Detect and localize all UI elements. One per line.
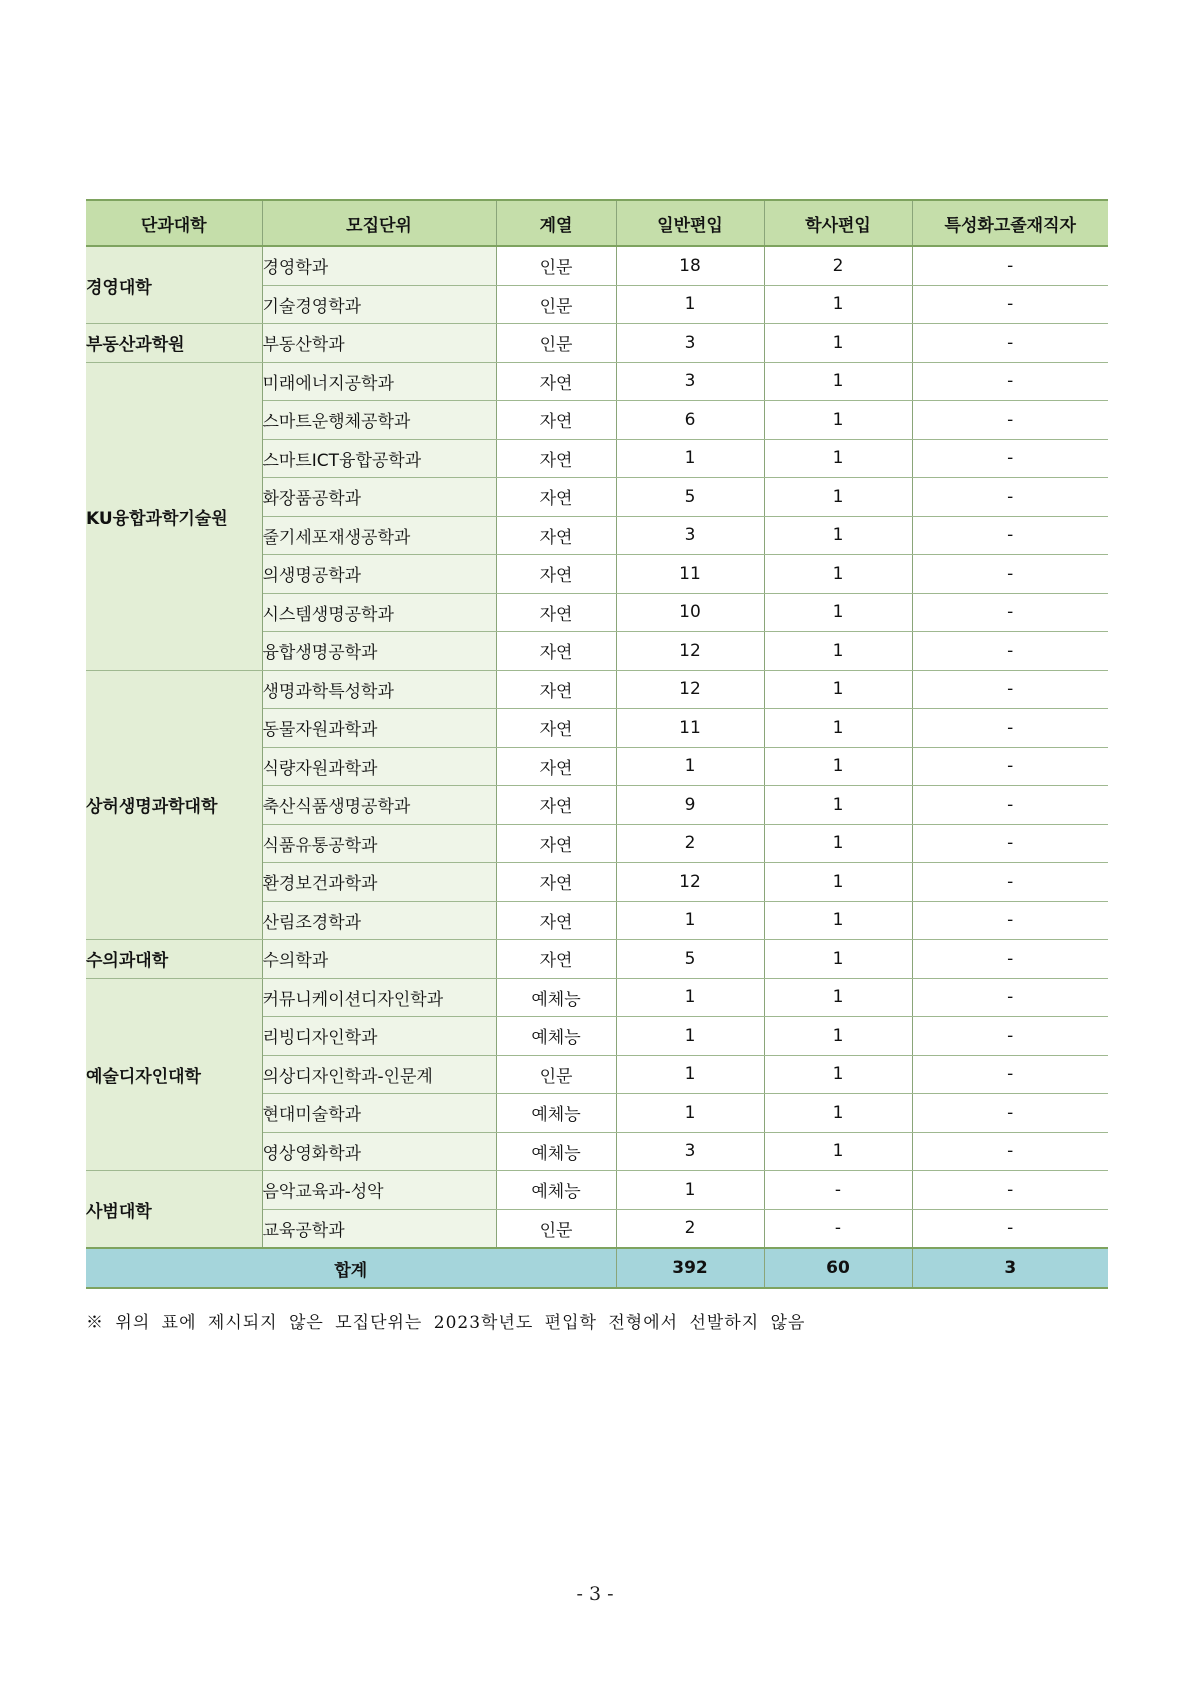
unit-cell: 음악교육과-성악 [262,1171,496,1210]
header-bachelor: 학사편입 [764,200,912,246]
general-count-cell: 12 [616,670,764,709]
vocational-count-cell: - [912,940,1108,979]
vocational-count-cell: - [912,824,1108,863]
field-cell: 자연 [496,593,616,632]
unit-cell: 줄기세포재생공학과 [262,516,496,555]
vocational-count-cell: - [912,1094,1108,1133]
field-cell: 자연 [496,940,616,979]
vocational-count-cell: - [912,593,1108,632]
total-label: 합계 [86,1248,616,1288]
field-cell: 인문 [496,1055,616,1094]
general-count-cell: 5 [616,940,764,979]
vocational-count-cell: - [912,516,1108,555]
vocational-count-cell: - [912,747,1108,786]
general-count-cell: 18 [616,246,764,285]
vocational-count-cell: - [912,1209,1108,1248]
unit-cell: 의생명공학과 [262,555,496,594]
unit-cell: 식량자원과학과 [262,747,496,786]
field-cell: 자연 [496,478,616,517]
unit-cell: 부동산학과 [262,324,496,363]
general-count-cell: 1 [616,1055,764,1094]
table-row [86,324,1108,363]
table-header [86,200,1108,246]
table-body [86,246,1108,1288]
unit-cell: 수의학과 [262,940,496,979]
bachelor-count-cell: 1 [764,978,912,1017]
general-count-cell: 1 [616,1171,764,1210]
unit-cell: 기술경영학과 [262,285,496,324]
field-cell: 자연 [496,516,616,555]
unit-cell: 커뮤니케이션디자인학과 [262,978,496,1017]
unit-cell: 화장품공학과 [262,478,496,517]
vocational-count-cell: - [912,401,1108,440]
bachelor-count-cell: 1 [764,439,912,478]
general-count-cell: 11 [616,709,764,748]
header-vocational: 특성화고졸재직자 [912,200,1108,246]
bachelor-count-cell: 1 [764,940,912,979]
field-cell: 예체능 [496,1132,616,1171]
unit-cell: 스마트운행체공학과 [262,401,496,440]
unit-cell: 축산식품생명공학과 [262,786,496,825]
table-row [86,246,1108,285]
unit-cell: 리빙디자인학과 [262,1017,496,1056]
unit-cell: 현대미술학과 [262,1094,496,1133]
field-cell: 자연 [496,824,616,863]
field-cell: 예체능 [496,1094,616,1133]
bachelor-count-cell: 1 [764,362,912,401]
vocational-count-cell: - [912,362,1108,401]
general-count-cell: 1 [616,978,764,1017]
field-cell: 자연 [496,555,616,594]
bachelor-count-cell: 1 [764,401,912,440]
general-count-cell: 9 [616,786,764,825]
general-count-cell: 11 [616,555,764,594]
bachelor-count-cell: 1 [764,709,912,748]
college-cell: 상허생명과학대학 [86,670,262,940]
bachelor-count-cell: 2 [764,246,912,285]
unit-cell: 의상디자인학과-인문계 [262,1055,496,1094]
bachelor-count-cell: 1 [764,1055,912,1094]
bachelor-count-cell: 1 [764,1132,912,1171]
unit-cell: 교육공학과 [262,1209,496,1248]
field-cell: 자연 [496,670,616,709]
footnote: ※ 위의 표에 제시되지 않은 모집단위는 2023학년도 편입학 전형에서 선발하지 않음 [86,1313,806,1333]
field-cell: 자연 [496,439,616,478]
vocational-count-cell: - [912,1017,1108,1056]
vocational-count-cell: - [912,863,1108,902]
bachelor-count-cell: 1 [764,670,912,709]
bachelor-count-cell: 1 [764,1094,912,1133]
unit-cell: 영상영화학과 [262,1132,496,1171]
college-cell: 예술디자인대학 [86,978,262,1171]
bachelor-count-cell: 1 [764,747,912,786]
table-row [86,1171,1108,1210]
header-unit: 모집단위 [262,200,496,246]
total-vocational: 3 [912,1248,1108,1288]
table-row [86,940,1108,979]
vocational-count-cell: - [912,324,1108,363]
general-count-cell: 3 [616,362,764,401]
unit-cell: 융합생명공학과 [262,632,496,671]
unit-cell: 생명과학특성학과 [262,670,496,709]
unit-cell: 미래에너지공학과 [262,362,496,401]
vocational-count-cell: - [912,786,1108,825]
college-cell: 부동산과학원 [86,324,262,363]
bachelor-count-cell: 1 [764,324,912,363]
general-count-cell: 12 [616,863,764,902]
general-count-cell: 1 [616,439,764,478]
table-row [86,978,1108,1017]
unit-cell: 스마트ICT융합공학과 [262,439,496,478]
general-count-cell: 3 [616,324,764,363]
college-cell: 사범대학 [86,1171,262,1249]
bachelor-count-cell: 1 [764,478,912,517]
field-cell: 자연 [496,786,616,825]
total-row [86,1248,1108,1288]
admissions-table-wrapper [86,199,1108,1289]
general-count-cell: 1 [616,1094,764,1133]
header-row [86,200,1108,246]
bachelor-count-cell: 1 [764,863,912,902]
general-count-cell: 12 [616,632,764,671]
unit-cell: 동물자원과학과 [262,709,496,748]
vocational-count-cell: - [912,978,1108,1017]
college-cell: KU융합과학기술원 [86,362,262,670]
bachelor-count-cell: 1 [764,593,912,632]
header-field: 계열 [496,200,616,246]
field-cell: 예체능 [496,978,616,1017]
general-count-cell: 1 [616,747,764,786]
general-count-cell: 6 [616,401,764,440]
table-row [86,362,1108,401]
field-cell: 인문 [496,246,616,285]
vocational-count-cell: - [912,285,1108,324]
vocational-count-cell: - [912,1055,1108,1094]
general-count-cell: 2 [616,1209,764,1248]
field-cell: 예체능 [496,1017,616,1056]
bachelor-count-cell: - [764,1209,912,1248]
bachelor-count-cell: 1 [764,901,912,940]
unit-cell: 환경보건과학과 [262,863,496,902]
general-count-cell: 3 [616,516,764,555]
general-count-cell: 2 [616,824,764,863]
field-cell: 인문 [496,324,616,363]
field-cell: 자연 [496,901,616,940]
vocational-count-cell: - [912,439,1108,478]
vocational-count-cell: - [912,632,1108,671]
field-cell: 인문 [496,1209,616,1248]
bachelor-count-cell: 1 [764,1017,912,1056]
vocational-count-cell: - [912,901,1108,940]
vocational-count-cell: - [912,246,1108,285]
vocational-count-cell: - [912,1171,1108,1210]
unit-cell: 경영학과 [262,246,496,285]
general-count-cell: 1 [616,1017,764,1056]
vocational-count-cell: - [912,709,1108,748]
vocational-count-cell: - [912,670,1108,709]
bachelor-count-cell: 1 [764,786,912,825]
bachelor-count-cell: 1 [764,516,912,555]
bachelor-count-cell: 1 [764,555,912,594]
field-cell: 자연 [496,863,616,902]
vocational-count-cell: - [912,555,1108,594]
bachelor-count-cell: 1 [764,824,912,863]
college-cell: 경영대학 [86,246,262,324]
field-cell: 자연 [496,401,616,440]
unit-cell: 시스템생명공학과 [262,593,496,632]
total-general: 392 [616,1248,764,1288]
unit-cell: 식품유통공학과 [262,824,496,863]
vocational-count-cell: - [912,478,1108,517]
college-cell: 수의과대학 [86,940,262,979]
vocational-count-cell: - [912,1132,1108,1171]
bachelor-count-cell: 1 [764,285,912,324]
bachelor-count-cell: - [764,1171,912,1210]
field-cell: 자연 [496,747,616,786]
general-count-cell: 1 [616,901,764,940]
header-college: 단과대학 [86,200,262,246]
total-bachelor: 60 [764,1248,912,1288]
field-cell: 자연 [496,632,616,671]
header-general: 일반편입 [616,200,764,246]
general-count-cell: 5 [616,478,764,517]
unit-cell: 산림조경학과 [262,901,496,940]
general-count-cell: 3 [616,1132,764,1171]
field-cell: 자연 [496,362,616,401]
page-number: - 3 - [576,1583,614,1605]
field-cell: 예체능 [496,1171,616,1210]
general-count-cell: 1 [616,285,764,324]
field-cell: 인문 [496,285,616,324]
general-count-cell: 10 [616,593,764,632]
admissions-table [86,199,1108,1289]
bachelor-count-cell: 1 [764,632,912,671]
field-cell: 자연 [496,709,616,748]
table-row [86,670,1108,709]
